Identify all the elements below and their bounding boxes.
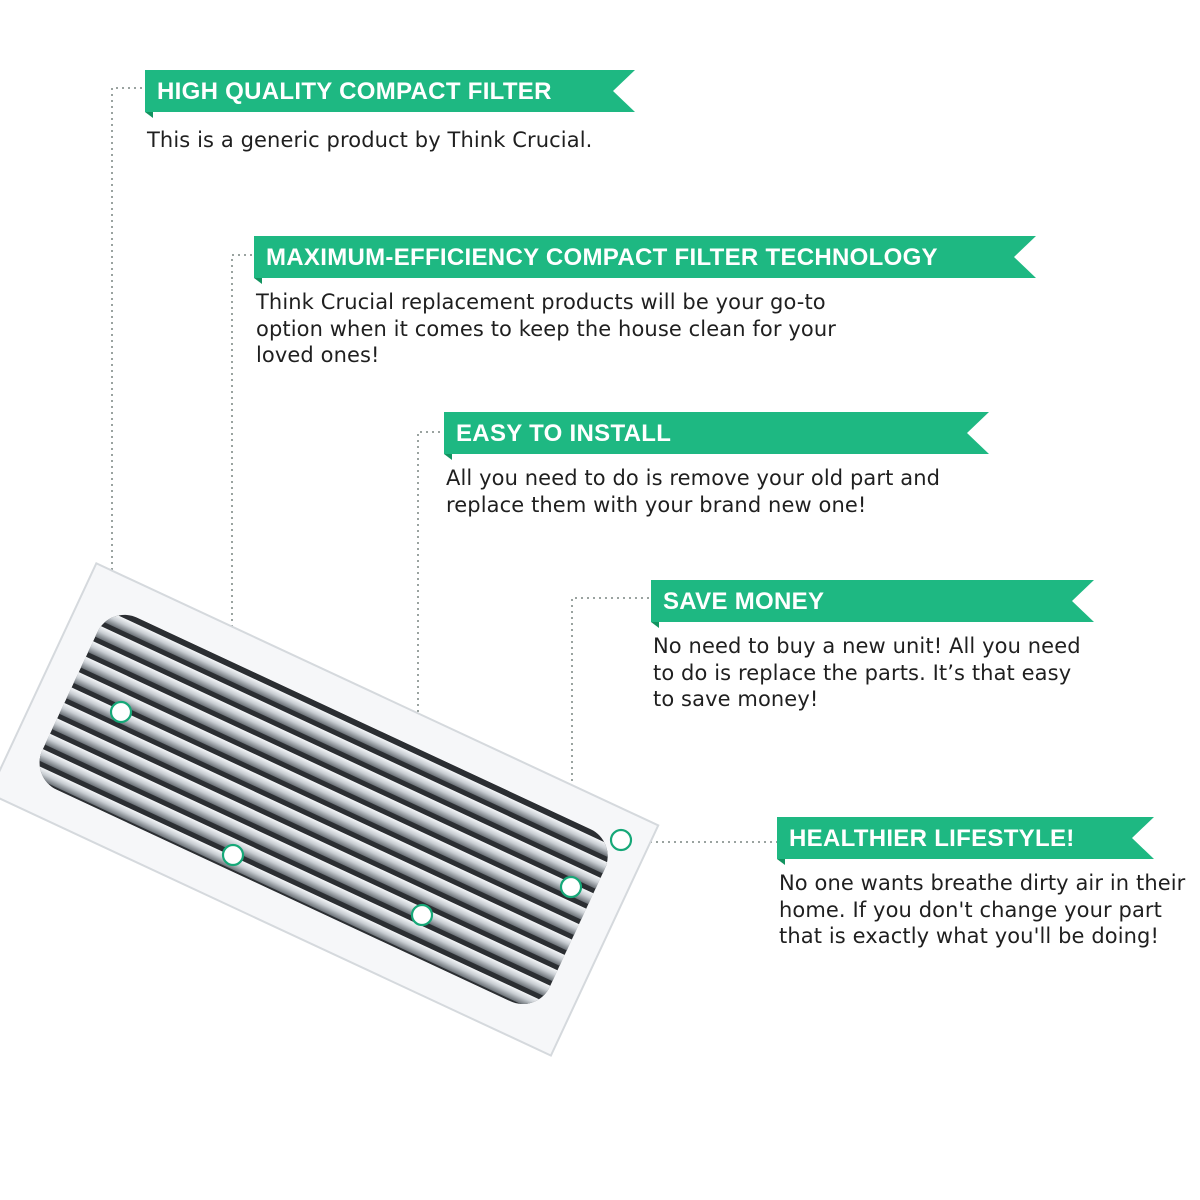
marker-easy-install — [412, 905, 432, 925]
feature-title-healthier: HEALTHIER LIFESTYLE! — [789, 825, 1075, 852]
feature-title-high-quality: HIGH QUALITY COMPACT FILTER — [157, 78, 552, 105]
ribbon-easy-install — [444, 412, 989, 460]
filter-product-image — [0, 563, 658, 1055]
feature-description-maximum-efficiency: Think Crucial replacement products will be your go-to option when it comes to keep the house clean for your loved ones! — [256, 290, 836, 367]
ribbon-high-quality — [145, 70, 635, 118]
marker-high-quality — [111, 702, 131, 722]
ribbon-maximum-efficiency — [254, 236, 1036, 284]
feature-description-high-quality: This is a generic product by Think Crucial. — [147, 128, 593, 152]
filter-pleats — [21, 601, 627, 1018]
feature-description-easy-install: All you need to do is remove your old part and replace them with your brand new one! — [446, 466, 941, 517]
feature-description-save-money: No need to buy a new unit! All you need to do is replace the parts. It’s that easy to save money! — [653, 634, 1081, 711]
feature-title-save-money: SAVE MONEY — [663, 588, 825, 615]
marker-maximum-efficiency — [223, 845, 243, 865]
marker-save-money — [561, 877, 581, 897]
ribbon-healthier — [777, 817, 1154, 865]
feature-description-healthier: No one wants breathe dirty air in their home. If you don't change your part that is exactly what you'll be doing! — [779, 871, 1186, 948]
feature-title-maximum-efficiency: MAXIMUM-EFFICIENCY COMPACT FILTER TECHNOLOGY — [266, 244, 938, 271]
marker-healthier — [611, 830, 631, 850]
feature-title-easy-install: EASY TO INSTALL — [456, 420, 672, 447]
ribbon-save-money — [651, 580, 1094, 628]
